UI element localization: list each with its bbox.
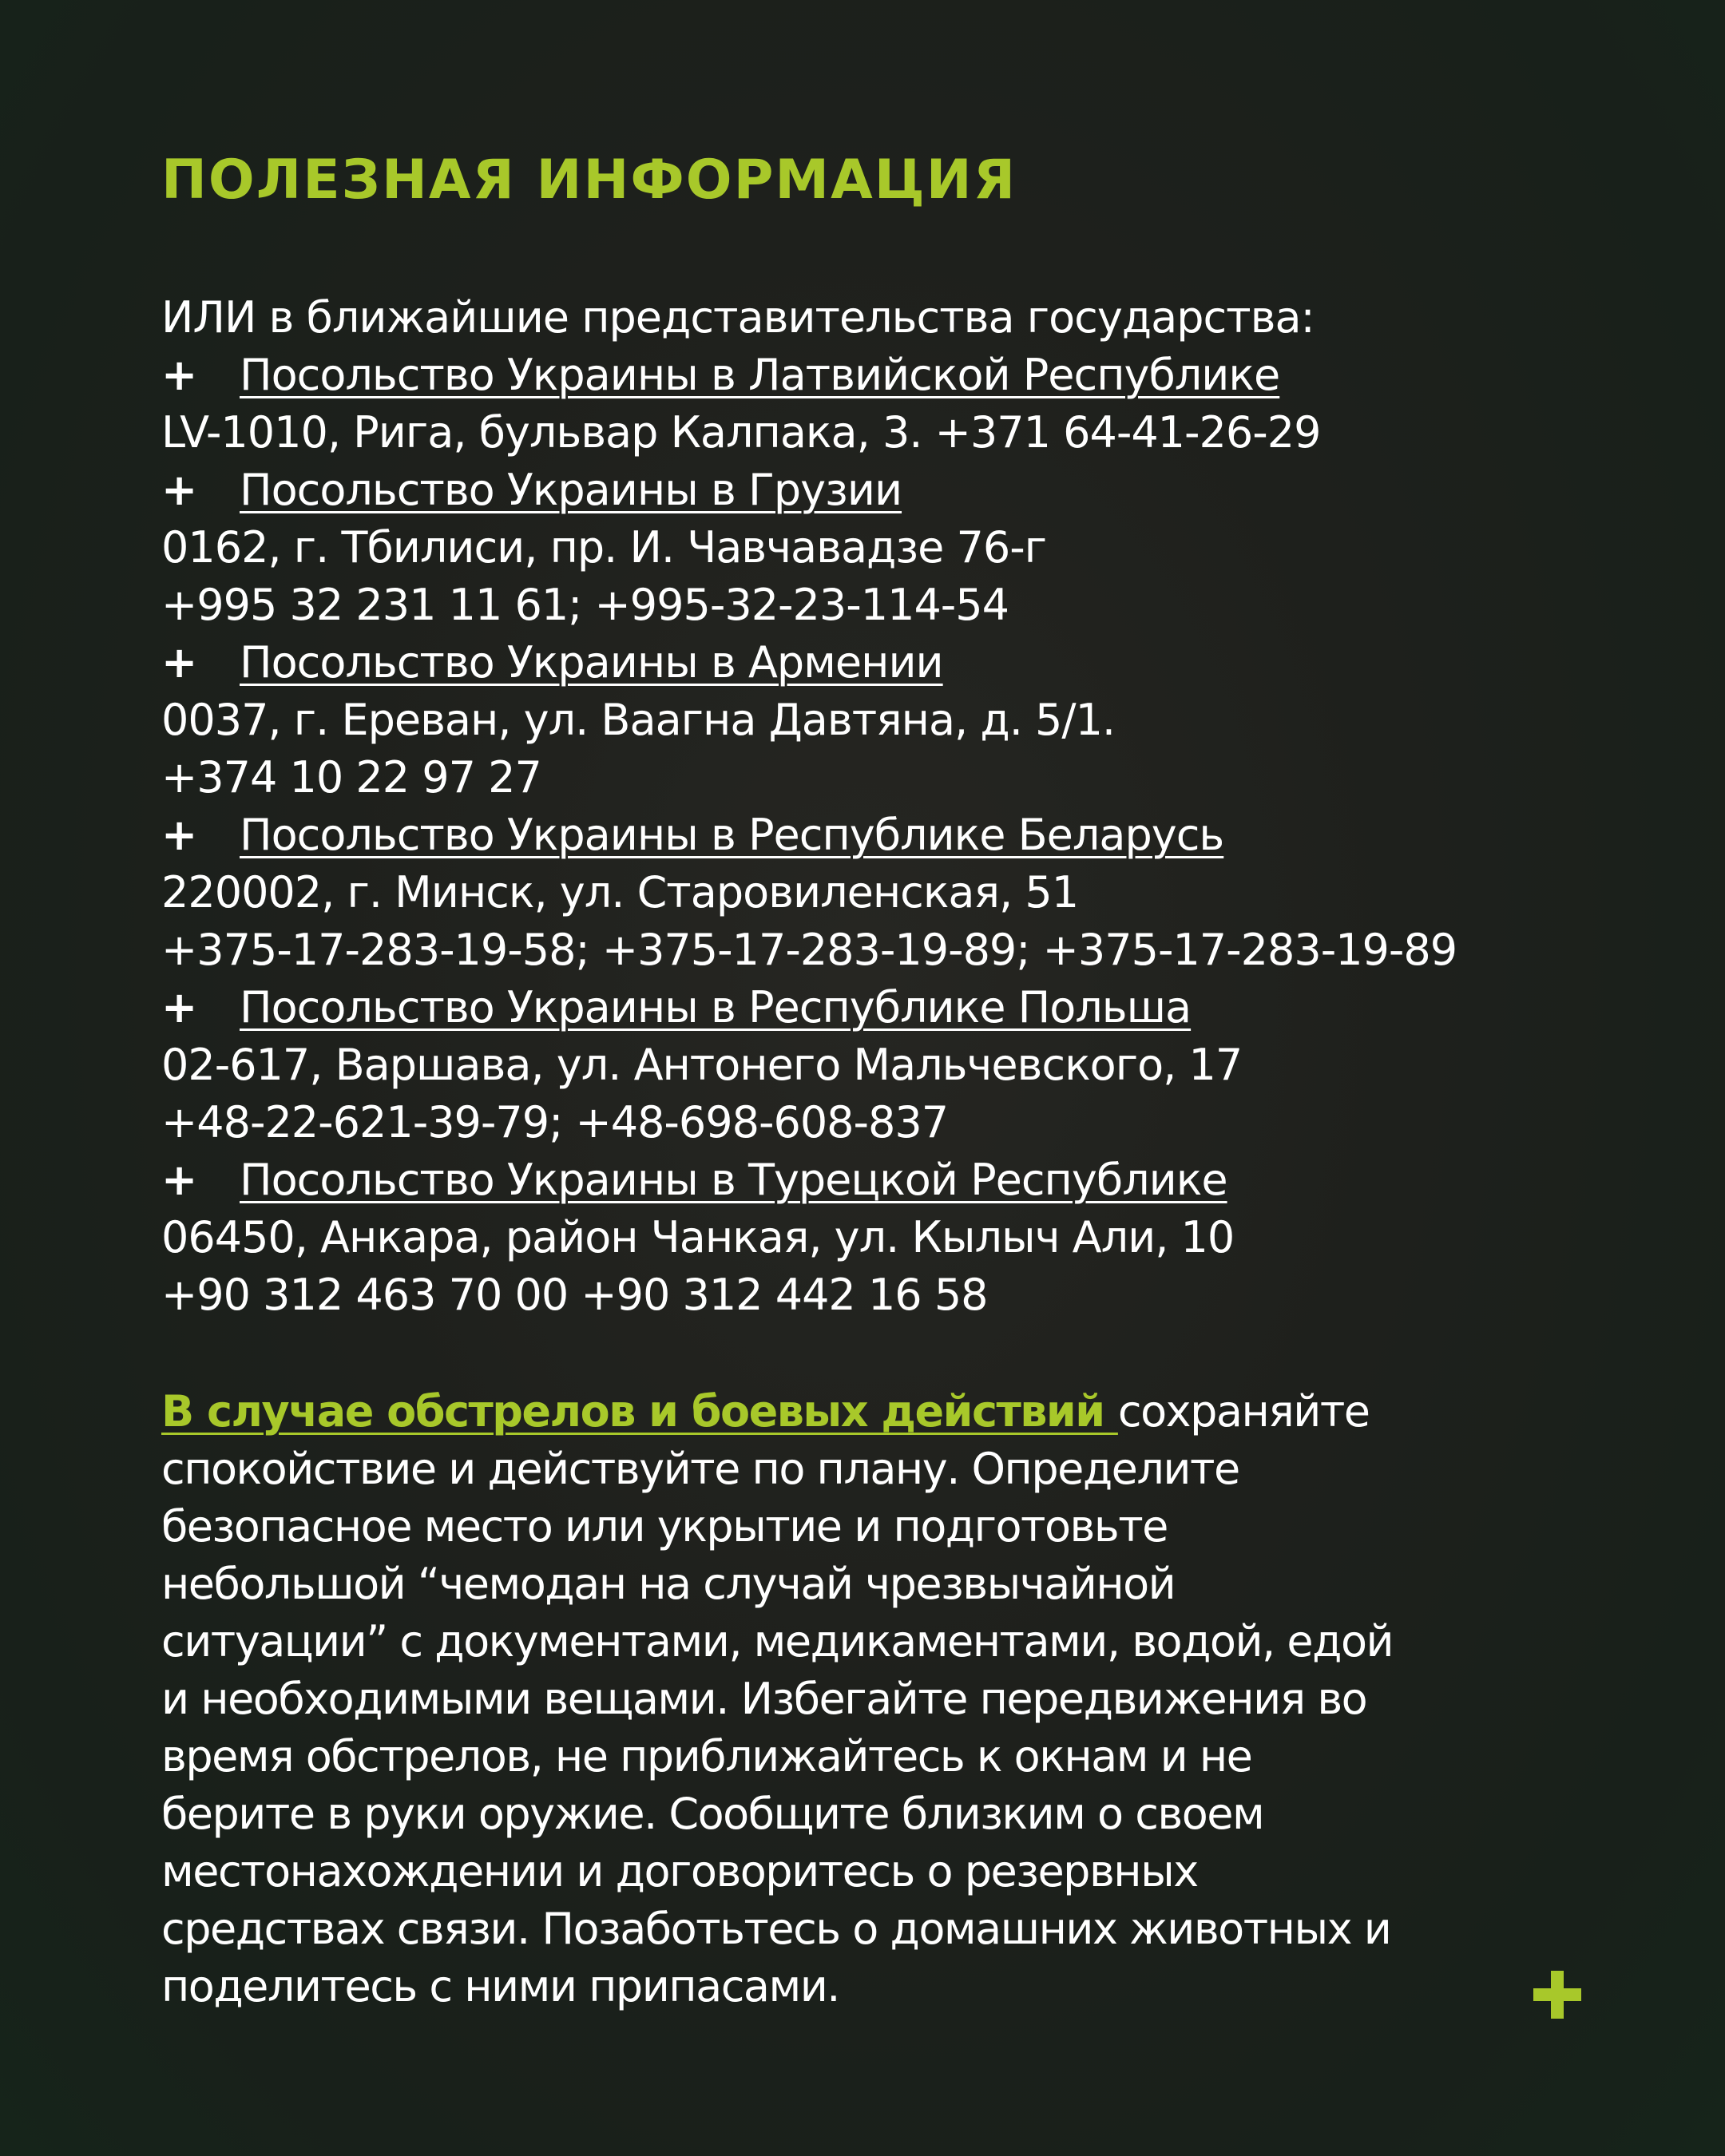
advice-line: местонахождении и договоритесь о резервных [161, 1846, 1198, 1896]
embassy-phone: +374 10 22 97 27 [161, 752, 541, 803]
embassy-heading [161, 462, 1583, 519]
plus-bullet-icon: + [161, 637, 197, 688]
advice-line: безопасное место или укрытие и подготовьте [161, 1501, 1168, 1552]
advice-line: небольшой “чемодан на случай чрезвычайной [161, 1559, 1176, 1609]
embassy-info [161, 289, 1583, 1324]
advice-line [161, 1383, 1583, 1441]
plus-icon [1533, 1971, 1581, 2019]
embassy-heading [161, 634, 1583, 692]
advice-line: спокойствие и действуйте по плану. Определите [161, 1444, 1239, 1494]
advice-text: сохраняйте [1117, 1386, 1370, 1437]
embassy-address: 0037, г. Ереван, ул. Ваагна Давтяна, д. 5/1. [161, 695, 1116, 745]
plus-bullet-icon: + [161, 810, 197, 860]
plus-bullet-icon: + [161, 465, 197, 515]
embassy-poland-link[interactable]: Посольство Украины в Республике Польша [240, 982, 1192, 1032]
embassy-address: 220002, г. Минск, ул. Старовиленская, 51 [161, 867, 1079, 917]
embassy-phone: +90 312 463 70 00 +90 312 442 16 58 [161, 1270, 988, 1320]
embassy-address: 06450, Анкара, район Чанкая, ул. Кылыч Али, 10 [161, 1212, 1235, 1262]
page-title: ПОЛЕЗНАЯ ИНФОРМАЦИЯ [161, 149, 1017, 212]
plus-bullet-icon: + [161, 982, 197, 1032]
embassy-armenia-link[interactable]: Посольство Украины в Армении [240, 637, 943, 688]
safety-advice [161, 1383, 1583, 2015]
embassy-phone: +375-17-283-19-58; +375-17-283-19-89; +375-17-283-19-89 [161, 925, 1457, 975]
plus-bullet-icon: + [161, 1155, 197, 1205]
advice-line: время обстрелов, не приближайтесь к окнам и не [161, 1731, 1252, 1781]
embassy-belarus-link[interactable]: Посольство Украины в Республике Беларусь [240, 810, 1224, 860]
embassy-address: 0162, г. Тбилиси, пр. И. Чавчавадзе 76-г [161, 522, 1047, 573]
intro-text: ИЛИ в ближайшие представительства государства: [161, 292, 1315, 343]
page [161, 0, 1599, 2156]
advice-line: и необходимыми вещами. Избегайте передвижения во [161, 1674, 1367, 1724]
embassy-address: LV-1010, Рига, бульвар Калпака, 3. +371 64-41-26-29 [161, 407, 1321, 458]
advice-line: поделитесь с ними припасами. [161, 1961, 839, 2011]
embassy-georgia-link[interactable]: Посольство Украины в Грузии [240, 465, 902, 515]
advice-highlight-link[interactable]: В случае обстрелов и боевых действий [161, 1386, 1118, 1437]
embassy-phone: +48-22-621-39-79; +48-698-608-837 [161, 1097, 949, 1147]
plus-bullet-icon: + [161, 350, 197, 400]
embassy-heading [161, 1151, 1583, 1209]
embassy-heading [161, 807, 1583, 864]
embassy-heading [161, 979, 1583, 1036]
embassy-heading [161, 347, 1583, 404]
embassy-latvia-link[interactable]: Посольство Украины в Латвийской Республике [240, 350, 1280, 400]
embassy-turkey-link[interactable]: Посольство Украины в Турецкой Республике [240, 1155, 1227, 1205]
advice-line: ситуации” с документами, медикаментами, водой, едой [161, 1616, 1394, 1667]
embassy-phone: +995 32 231 11 61; +995-32-23-114-54 [161, 580, 1009, 630]
advice-line: берите в руки оружие. Сообщите близким о своем [161, 1789, 1264, 1839]
advice-line: средствах связи. Позаботьтесь о домашних животных и [161, 1904, 1391, 1954]
embassy-address: 02-617, Варшава, ул. Антонего Мальчевского, 17 [161, 1040, 1243, 1090]
